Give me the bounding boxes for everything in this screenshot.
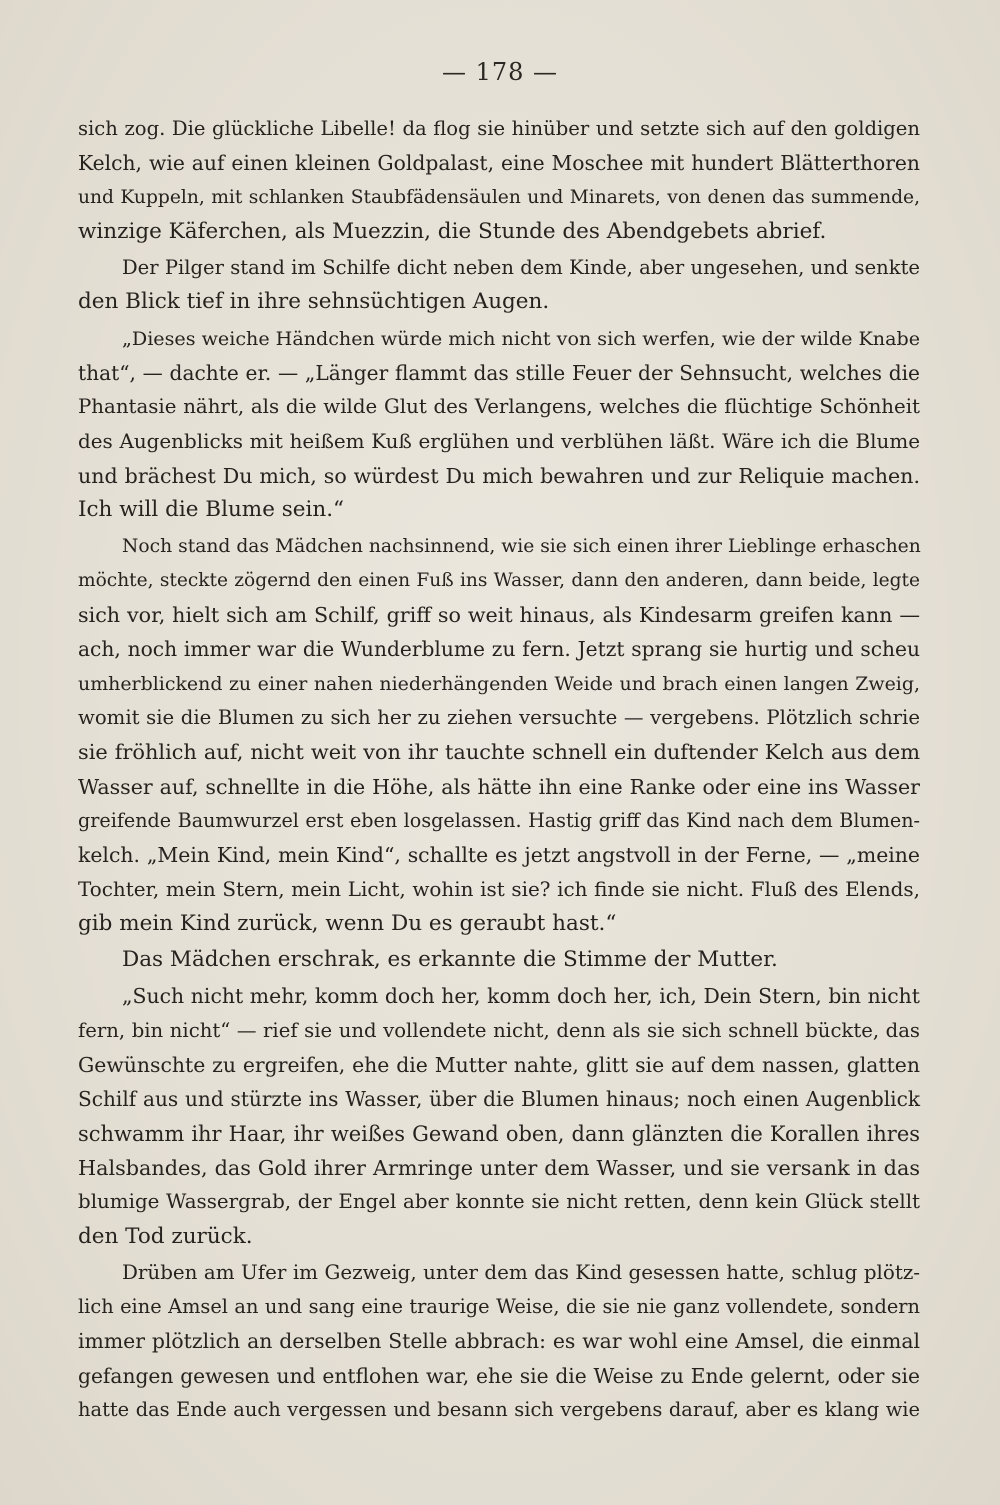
text-line: gefangen gewesen und entflohen war, ehe sie die Weise zu Ende gelernt, oder sie <box>78 1363 920 1388</box>
text-line: Das Mädchen erschrak, es erkannte die Stimme der Mutter. <box>122 947 778 973</box>
text-line: möchte, steckte zögernd den einen Fuß ins Wasser, dann den anderen, dann beide, legte <box>78 569 920 591</box>
text-line: winzige Käferchen, als Muezzin, die Stunde des Abendgebets abrief. <box>78 218 827 244</box>
page-number: — 178 — <box>441 58 559 86</box>
text-line: den Tod zurück. <box>78 1223 253 1249</box>
text-line: Ich will die Blume sein.“ <box>78 497 345 523</box>
paragraph <box>78 1256 920 1427</box>
paragraph <box>78 530 920 942</box>
text-line: immer plötzlich an derselben Stelle abbrach: es war wohl eine Amsel, die einmal <box>78 1329 920 1354</box>
paragraph <box>78 112 920 249</box>
text-line: Gewünschte zu ergreifen, ehe die Mutter nahte, glitt sie auf dem nassen, glatten <box>78 1053 920 1078</box>
body-text <box>78 112 920 1427</box>
text-line: schwamm ihr Haar, ihr weißes Gewand oben, dann glänzten die Korallen ihres <box>78 1121 920 1146</box>
text-line: blumige Wassergrab, der Engel aber konnte sie nicht retten, denn kein Glück stellt <box>78 1190 920 1214</box>
text-line: ach, noch immer war die Wunderblume zu fern. Jetzt sprang sie hurtig und scheu <box>78 637 920 662</box>
text-line: hatte das Ende auch vergessen und besann sich vergebens darauf, aber es klang wie <box>78 1397 920 1421</box>
text-line: greifende Baumwurzel erst eben losgelassen. Hastig griff das Kind nach dem Blumen- <box>78 808 920 832</box>
text-line: Halsbandes, das Gold ihrer Armringe unter dem Wasser, und sie versank in das <box>78 1155 920 1180</box>
paragraph <box>78 322 920 528</box>
text-line: „Dieses weiche Händchen würde mich nicht von sich werfen, wie der wilde Knabe <box>122 326 921 350</box>
text-line: sie fröhlich auf, nicht weit von ihr tauchte schnell ein duftender Kelch aus dem <box>78 740 920 765</box>
text-line: lich eine Amsel an und sang eine traurige Weise, die sie nie ganz vollendete, sondern <box>78 1295 920 1319</box>
text-line: Phantasie nährt, als die wilde Glut des Verlangens, welches die flüchtige Schönheit <box>78 395 920 419</box>
text-line: fern, bin nicht“ — rief sie und vollendete nicht, denn als sie sich schnell bückte, das <box>78 1018 920 1042</box>
paragraph <box>78 979 920 1253</box>
text-line: gib mein Kind zurück, wenn Du es geraubt hast.“ <box>78 910 617 936</box>
text-line: sich vor, hielt sich am Schilf, griff so weit hinaus, als Kindesarm greifen kann — <box>78 603 920 628</box>
text-line: Kelch, wie auf einen kleinen Goldpalast, eine Moschee mit hundert Blätterthoren <box>78 151 920 176</box>
text-line: that“, — dachte er. — „Länger flammt das stille Feuer der Sehnsucht, welches die <box>78 361 920 386</box>
text-line: des Augenblicks mit heißem Kuß erglühen und verblühen läßt. Wäre ich die Blume <box>78 429 920 453</box>
text-line: und brächest Du mich, so würdest Du mich bewahren und zur Reliquie machen. <box>78 463 920 488</box>
text-line: und Kuppeln, mit schlanken Staubfädensäulen und Minarets, von denen das summende, <box>78 186 920 208</box>
text-line: Schilf aus und stürzte ins Wasser, über die Blumen hinaus; noch einen Augenblick <box>78 1087 920 1112</box>
text-line: Wasser auf, schnellte in die Höhe, als hätte ihn eine Ranke oder eine ins Wasser <box>78 774 920 799</box>
text-line: kelch. „Mein Kind, mein Kind“, schallte es jetzt angstvoll in der Ferne, — „meine <box>78 843 920 868</box>
text-line: den Blick tief in ihre sehnsüchtigen Augen. <box>78 289 550 315</box>
text-line: Drüben am Ufer im Gezweig, unter dem das Kind gesessen hatte, schlug plötz- <box>122 1260 920 1284</box>
text-line: „Such nicht mehr, komm doch her, komm doch her, ich, Dein Stern, bin nicht <box>122 984 920 1009</box>
paragraph <box>78 251 920 320</box>
paragraph <box>78 943 920 977</box>
text-line: sich zog. Die glückliche Libelle! da flog sie hinüber und setzte sich auf den goldigen <box>78 117 920 140</box>
text-line: womit sie die Blumen zu sich her zu ziehen versuchte — vergebens. Plötzlich schrie <box>78 706 920 730</box>
text-line: Noch stand das Mädchen nachsinnend, wie sie sich einen ihrer Lieblinge erhaschen <box>122 535 921 557</box>
text-line: umherblickend zu einer nahen niederhängenden Weide und brach einen langen Zweig, <box>78 672 920 695</box>
text-line: Tochter, mein Stern, mein Licht, wohin ist sie? ich finde sie nicht. Fluß des Elends, <box>78 877 920 901</box>
text-line: Der Pilger stand im Schilfe dicht neben dem Kinde, aber ungesehen, und senkte <box>122 256 920 280</box>
